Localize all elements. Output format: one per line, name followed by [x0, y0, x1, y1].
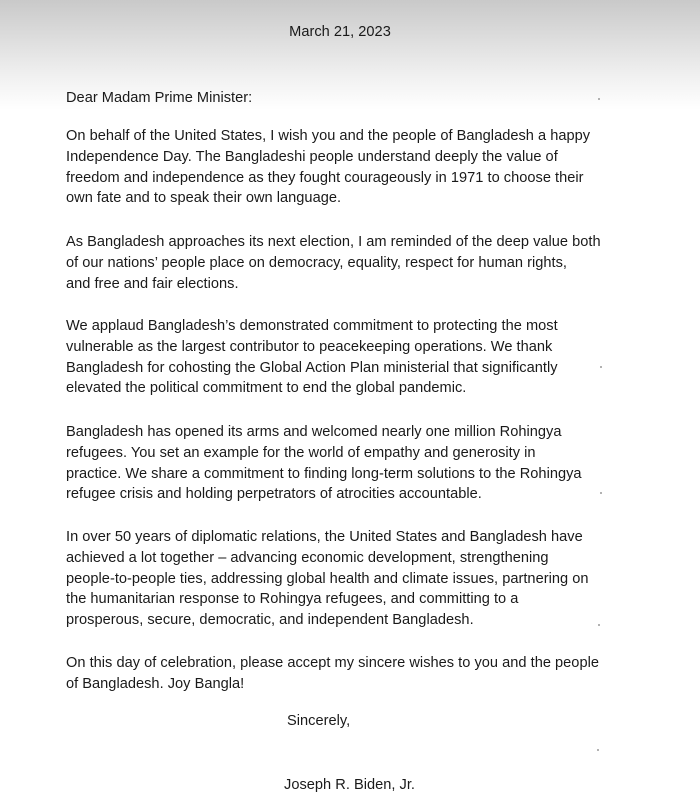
paragraph-independence-day — [66, 126, 646, 209]
scan-speck — [598, 624, 600, 626]
text-line: own fate and to speak their own language. — [66, 190, 342, 207]
letter-date: March 21, 2023 — [289, 24, 391, 40]
scan-speck — [597, 749, 599, 751]
text-line: practice. We share a commitment to finding long-term solutions to the Rohingya — [66, 465, 582, 482]
text-line: the humanitarian response to Rohingya refugees, and committing to a — [66, 591, 519, 608]
text-line: On this day of celebration, please accept my sincere wishes to you and the people — [66, 655, 599, 671]
text-line: On behalf of the United States, I wish you and the people of Bangladesh a happy — [66, 128, 591, 144]
paragraph-election — [66, 232, 646, 294]
scan-speck — [600, 492, 602, 494]
text-line: and free and fair elections. — [66, 275, 239, 292]
text-line: of Bangladesh. Joy Bangla! — [66, 675, 245, 692]
text-line: Bangladesh for cohosting the Global Action Plan ministerial that significantly — [66, 359, 558, 376]
text-line: prosperous, secure, democratic, and independent Bangladesh. — [66, 612, 474, 629]
text-line: freedom and independence as they fought courageously in 1971 to choose their — [66, 169, 584, 186]
paragraph-celebration — [66, 653, 646, 695]
text-line: Bangladesh has opened its arms and welcomed nearly one million Rohingya — [66, 424, 562, 440]
paragraph-peacekeeping — [66, 316, 646, 399]
salutation: Dear Madam Prime Minister: — [66, 90, 253, 106]
closing: Sincerely, — [287, 713, 351, 729]
text-line: achieved a lot together – advancing economic development, strengthening — [66, 549, 549, 566]
scan-speck — [598, 98, 600, 100]
text-line: people-to-people ties, addressing global health and climate issues, partnering on — [66, 570, 589, 587]
paragraph-rohingya — [66, 422, 646, 505]
text-line: refugee crisis and holding perpetrators of atrocities accountable. — [66, 486, 482, 503]
text-line: We applaud Bangladesh’s demonstrated commitment to protecting the most — [66, 318, 558, 334]
paragraph-diplomatic-relations — [66, 527, 646, 631]
text-line: Independence Day. The Bangladeshi people understand deeply the value of — [66, 148, 558, 165]
text-line: elevated the political commitment to end the global pandemic. — [66, 380, 467, 397]
text-line: refugees. You set an example for the world of empathy and generosity in — [66, 444, 536, 461]
scan-speck — [600, 366, 602, 368]
text-line: vulnerable as the largest contributor to peacekeeping operations. We thank — [66, 338, 553, 355]
text-line: In over 50 years of diplomatic relations, the United States and Bangladesh have — [66, 529, 583, 545]
signature-name: Joseph R. Biden, Jr. — [284, 777, 416, 793]
text-line: of our nations’ people place on democracy, equality, respect for human rights, — [66, 254, 567, 271]
text-line: As Bangladesh approaches its next election, I am reminded of the deep value both — [66, 234, 601, 250]
